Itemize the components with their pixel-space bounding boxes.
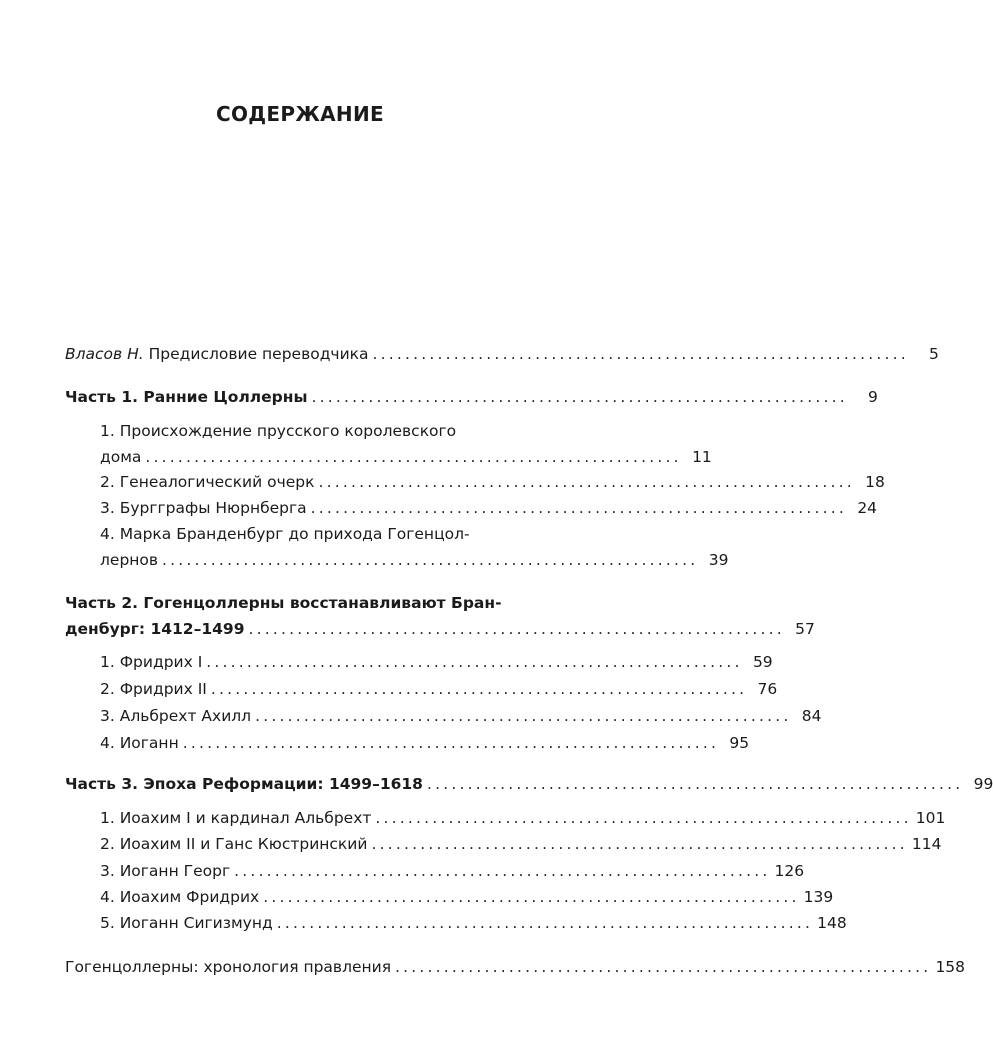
page-number: 101 [915,809,946,827]
page-number: 76 [757,680,778,698]
chapter-title-line: 3. Бургграфы Нюрнберга [100,499,307,517]
dot-leader: .................................................................. [375,809,912,827]
dot-leader: .................................................................. [234,862,771,880]
part-title: Часть 3. Эпоха Реформации: 1499–1618 [65,775,423,793]
toc-chapter-3-4[interactable] [100,884,834,910]
page-title: СОДЕРЖАНИЕ [216,102,384,126]
page-number: 99 [973,775,993,793]
toc-chapter-3-3[interactable] [100,858,805,884]
chapter-title-line: 1. Фридрих I [100,653,203,671]
dot-leader: .................................................................. [263,888,800,906]
page-number: 158 [935,958,966,976]
page-number: 114 [911,835,942,853]
toc-chapter-3-1[interactable] [100,805,946,831]
chapter-title-line: 3. Иоганн Георг [100,862,231,880]
dot-leader: .................................................................. [206,653,743,671]
chapter-title-line: 2. Иоахим II и Ганс Кюстринский [100,835,368,853]
dot-leader: .................................................................. [210,680,748,698]
page-number: 18 [865,473,885,491]
page-number: 39 [708,551,729,569]
chapter-title-line: лернов [100,551,159,569]
toc-chapter-2-2[interactable] [100,676,778,702]
page-number: 5 [929,345,939,363]
toc-part-3[interactable] [65,771,993,797]
dot-leader: .................................................................. [426,775,964,793]
chapter-title-line: 3. Альбрехт Ахилл [100,707,252,725]
part-title: Часть 1. Ранние Цоллерны [65,388,308,406]
toc-entry-preface[interactable] [65,341,939,367]
chapter-title-line: 4. Иоахим Фридрих [100,888,260,906]
dot-leader: .................................................................. [310,499,848,517]
appendix-title: Гогенцоллерны: хронология правления [65,958,392,976]
chapter-title-line: 4. Иоганн [100,734,179,752]
page-number: 9 [868,388,878,406]
preface-title: Предисловие переводчика [148,345,369,363]
chapter-title-line: 4. Марка Бранденбург до прихода Гогенцол- [100,525,470,543]
page-number: 95 [729,734,750,752]
chapter-title-line: 1. Происхождение прусского королевского [100,422,457,440]
page-number: 84 [801,707,822,725]
dot-leader: .................................................................. [248,620,785,638]
toc-part-1[interactable] [65,384,878,410]
toc-chapter-3-5[interactable] [100,910,847,936]
chapter-title-line: 1. Иоахим I и кардинал Альбрехт [100,809,372,827]
page-number: 148 [817,914,847,932]
dot-leader: .................................................................. [395,958,932,976]
preface-author: Власов Н. [65,345,144,363]
dot-leader: .................................................................. [371,835,908,853]
page-number: 57 [795,620,815,638]
dot-leader: .................................................................. [318,473,855,491]
toc-chapter-3-2[interactable] [100,831,942,857]
part-title-line: денбург: 1412–1499 [65,620,245,638]
page-number: 139 [803,888,834,906]
toc-chapter-2-4[interactable] [100,730,750,756]
dot-leader: .................................................................. [311,388,848,406]
toc-chapter-1-2[interactable] [100,469,885,495]
toc-chapter-2-1[interactable] [100,649,773,675]
dot-leader: .................................................................. [276,914,814,932]
page-number: 11 [692,448,712,466]
dot-leader: .................................................................. [182,734,720,752]
chapter-title-line: 5. Иоганн Сигизмунд [100,914,273,932]
toc-chapter-1-3[interactable] [100,495,878,521]
toc-entry-appendix[interactable] [65,954,966,980]
toc-chapter-1-1[interactable] [100,418,712,470]
chapter-title-line: дома [100,448,142,466]
toc-chapter-1-4[interactable] [100,521,729,573]
part-title-line: Часть 2. Гогенцоллерны восстанавливают Бран- [65,594,502,612]
dot-leader: .................................................................. [145,448,682,466]
toc-part-2[interactable] [65,590,815,642]
dot-leader: .................................................................. [255,707,792,725]
page-number: 126 [774,862,805,880]
page-number: 24 [857,499,878,517]
toc-chapter-2-3[interactable] [100,703,822,729]
page-number: 59 [752,653,773,671]
chapter-title-line: 2. Генеалогический очерк [100,473,315,491]
dot-leader: .................................................................. [162,551,699,569]
chapter-title-line: 2. Фридрих II [100,680,207,698]
dot-leader: .................................................................. [372,345,909,363]
